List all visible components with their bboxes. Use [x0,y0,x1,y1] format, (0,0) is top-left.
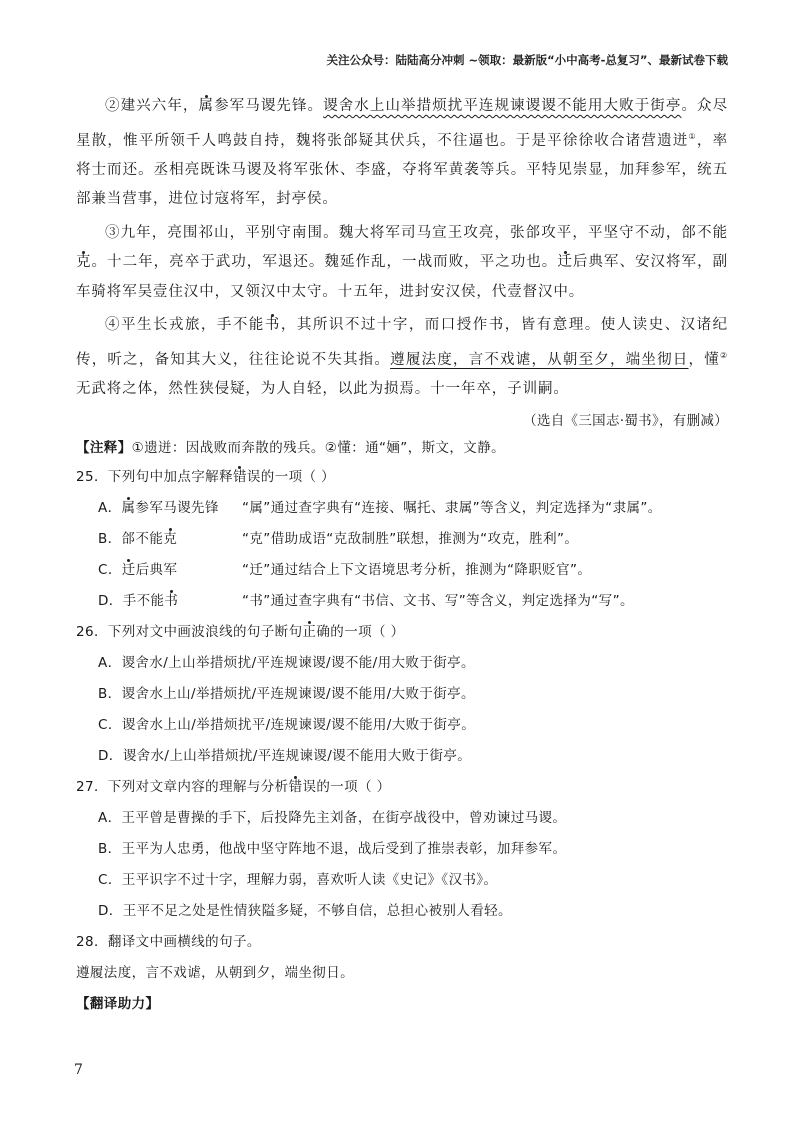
question-25-option-d[interactable] [76,586,728,617]
q25-c-word-rest: 后典军 [135,561,178,578]
q25-b-word [98,524,242,555]
dotted-char-shu2: 书 [264,317,281,334]
question-27-option-b[interactable]: B．王平为人忠勇，他战中坚守阵地不退，战后受到了推崇表彰，加拜参军。 [98,840,567,857]
q25-stem-pre: 25．下列句中加点字解释 [76,468,233,485]
p3-prefix: ③九年，亮围祁山，平别守南围。魏大将军司马宣王攻亮，张郃攻平，平坚守不动，郃不能 [105,224,728,241]
p4-mid: ，其所识不过十字，而口授作书，皆有意理。使人读史、汉诸纪传，听之，备知其大义，往往论说不失其指。 [76,317,729,368]
q25-a-explain: “属”通过查字典有“连接、嘱托、隶属”等含义，判定选择为“隶属”。 [242,499,662,516]
q25-a-pre: A． [98,499,122,516]
q25-b-dot: 克 [163,530,178,547]
question-26-stem [76,617,728,648]
question-26-option-d[interactable]: D．谡舍水/上山举措烦扰/平连规谏谡/谡不能用大败于街亭。 [98,747,472,764]
question-27-stem [76,772,728,803]
question-25-stem [76,462,728,493]
question-25-option-c[interactable] [76,555,728,586]
page-content [76,92,728,1020]
page-number: 7 [74,1062,83,1078]
question-26-option-a[interactable]: A．谡舍水/上山举措烦扰/平连规谏谡/谡不能/用大败于街亭。 [98,654,475,671]
q25-d-explain: “书”通过查字典有“书信、文书、写”等含义，判定选择为“写”。 [242,592,634,609]
q25-c-explain: “迁”通过结合上下文语境思考分析，推测为“降职贬官”。 [242,561,592,578]
question-26-option-b[interactable]: B．谡舍水上山/举措烦扰/平连规谏谡/谡不能用/大败于街亭。 [98,685,475,702]
dotted-char-qian: 迁 [557,254,573,271]
q25-c-dot: 迁 [121,561,136,578]
dotted-char-ke: 克 [76,254,92,271]
question-27-option-d[interactable]: D．王平不足之处是性情狭隘多疑，不够自信，总担心被别人看轻。 [98,902,512,919]
p2-prefix: ②建兴六年， [105,98,199,114]
p2-rest: 。众尽星散，惟平所领千人鸣鼓自持，魏将张郃疑其伏兵，不往逼也。于是平徐徐收合诸营遗迸 [76,98,729,149]
p4-rest: 无武将之体，然性狭侵疑，为人自轻，以此为损焉。十一年卒，子训嗣。 [76,381,569,398]
passage-paragraph-2 [76,92,728,215]
note-marker-1: ① [688,131,697,141]
p3-mid: 。十二年，亮卒于武功，军退还。魏延作乱，一战而败，平之功也。 [91,254,558,271]
p2-rest2: ，率将士而还。丞相亮既诛马谡及将军张休、李盛，夺将军黄袭等兵。平特见崇显，加拜参军，统五部兼当营事，进位讨寇将军，封亭侯。 [76,132,728,208]
q25-b-pre: B．郃不能 [98,530,164,547]
notes [76,435,728,462]
p4-after-underline: ，懂 [688,351,720,368]
passage-source: （选自《三国志·蜀书》，有删减） [523,412,728,429]
underlined-sentence: 遵履法度，言不戏谑，从朝至夕，端坐彻日 [390,351,689,368]
q26-stem-dot: 正 [302,623,317,640]
passage-paragraph-3 [76,219,728,308]
p4-prefix: ④平生长戎旅，手不能 [105,317,265,334]
q25-stem-dot: 错 [232,468,247,485]
question-25-option-a[interactable] [76,493,728,524]
q25-c-word [98,555,242,586]
q25-a-word-rest: 参军马谡先锋 [135,499,219,516]
q25-stem-post: 误的一项（ ） [246,468,335,485]
wavy-underlined-sentence: 谡舍水上山举措烦扰平连规谏谡谡不能用大败于街亭 [323,98,682,114]
question-28-stem: 28．翻译文中画横线的句子。 [76,933,261,950]
q27-stem-post: 误的一项（ ） [302,778,391,795]
dotted-char-shu: 属 [198,98,215,114]
p2-after-dot: 参军马谡先锋。 [214,98,324,114]
q26-stem-post: 确的一项（ ） [316,623,405,640]
p3-rest: 后典军、安汉将军，副车骑将军吴壹住汉中，又领汉中太守。十五年，进封安汉侯，代壹督汉中。 [76,254,728,300]
question-26-option-c[interactable]: C．谡舍水上山/举措烦扰平/连规谏谡/谡不能用/大败于街亭。 [98,716,476,733]
q27-stem-pre: 27．下列对文章内容的理解与分析 [76,778,289,795]
q25-d-dot: 书 [164,592,179,609]
notes-label: 【注释】 [76,439,132,456]
notes-text: ①遗迸：因战败而奔散的残兵。②懂：通“婳”，斯文，文静。 [131,439,506,456]
page-header: 关注公众号：陆陆高分冲刺 ~领取：最新版“小中高考-总复习”、最新试卷下载 [326,53,728,67]
q25-a-word [98,493,242,524]
q26-stem-pre: 26．下列对文中画波浪线的句子断句 [76,623,303,640]
q25-b-explain: “克”借助成语“克敌制胜”联想，推测为“攻克，胜利”。 [242,530,579,547]
q25-a-dot: 属 [121,499,136,516]
q25-d-pre: D．手不能 [98,592,165,609]
question-27-option-c[interactable]: C．王平识字不过十字，理解力弱，喜欢听人读《史记》《汉书》。 [98,871,498,888]
question-27-option-a[interactable]: A．王平曾是曹操的手下，后投降先主刘备，在街亭战役中，曾劝谏过马谡。 [98,809,567,826]
question-25-option-b[interactable] [76,524,728,555]
q25-d-word [98,586,242,617]
q25-c-pre: C． [98,561,122,578]
question-28-sentence: 遵履法度，言不戏谑，从朝到夕，端坐彻日。 [76,964,354,981]
q27-stem-dot: 错 [288,778,303,795]
passage-paragraph-4 [76,311,728,404]
note-marker-2: ② [719,350,729,360]
translation-help-label: 【翻译助力】 [76,995,160,1012]
